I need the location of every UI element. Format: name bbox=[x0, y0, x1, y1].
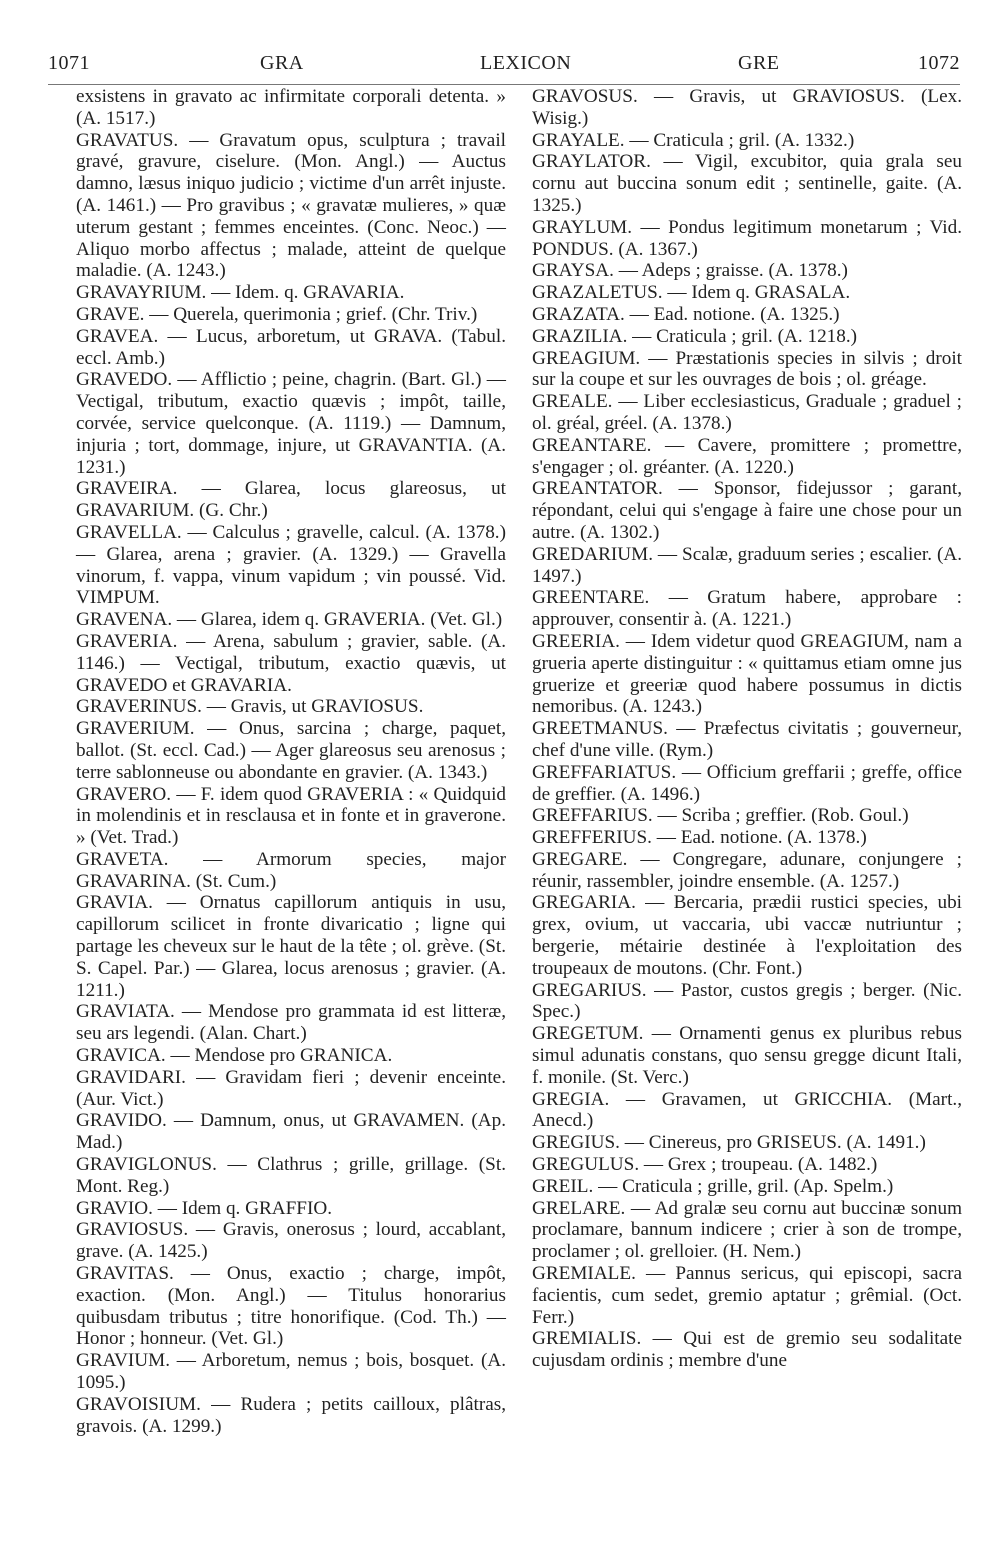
entry-greeria: GREERIA. — Idem videtur quod GREAGIUM, nam a grueria aperte distinguitur : « quittamus etiam omne jus gruerize et greeriæ quod habere possumus in dictis nemoribus. (A. 1243.) bbox=[532, 630, 962, 718]
right-page-number: 1072 bbox=[918, 52, 960, 74]
entry-greil: GREIL. — Craticula ; grille, gril. (Ap. Spelm.) bbox=[532, 1175, 894, 1197]
entry-grelare: GRELARE. — Ad gralæ seu cornu aut buccinæ sonum proclamare, bannum indicere ; crier à son de trompe, proclamer ; ol. grelloier. (H. Nem.) bbox=[532, 1197, 962, 1263]
entry-gravidari: GRAVIDARI. — Gravidam fieri ; devenir enceinte. (Aur. Vict.) bbox=[76, 1066, 506, 1110]
entry-gremialis: GREMIALIS. — Qui est de gremio seu sodalitate cujusdam ordinis ; membre d'une bbox=[532, 1328, 962, 1372]
entry-grazaletus: GRAZALETUS. — Idem q. GRASALA. bbox=[532, 282, 851, 304]
header-rule bbox=[48, 84, 960, 85]
entry-grefferius: GREFFERIUS. — Ead. notione. (A. 1378.) bbox=[532, 827, 867, 849]
entry-greantator: GREANTATOR. — Sponsor, fidejussor ; garant, répondant, celui qui s'engage à faire une chose pour un autre. (A. 1302.) bbox=[532, 478, 962, 543]
entry-gravitas: GRAVITAS. — Onus, exactio ; charge, impôt, exaction. (Mon. Angl.) — Titulus honorarius quibusdam tributus ; titre honorifique. (Cod. Th.) — Honor ; honneur. (Vet. Gl.) bbox=[76, 1263, 506, 1350]
entry-gredarium: GREDARIUM. — Scalæ, graduum series ; escalier. (A. 1497.) bbox=[532, 543, 962, 587]
entry-gravayrium: GRAVAYRIUM. — Idem. q. GRAVARIA. bbox=[76, 282, 405, 304]
entry-greffarius: GREFFARIUS. — Scriba ; greffier. (Rob. Goul.) bbox=[532, 805, 909, 827]
right-guide-word: GRE bbox=[738, 52, 780, 74]
entry-gregare: GREGARE. — Congregare, adunare, conjungere ; réunir, rassembler, joindre ensemble. (A. 1257.) bbox=[532, 848, 962, 892]
entry-gravio: GRAVIO. — Idem q. GRAFFIO. bbox=[76, 1197, 333, 1219]
entry-graviglonus: GRAVIGLONUS. — Clathrus ; grille, grillage. (St. Mont. Reg.) bbox=[76, 1154, 506, 1197]
entry-graysa: GRAYSA. — Adeps ; graisse. (A. 1378.) bbox=[532, 260, 848, 282]
entry-greetmanus: GREETMANUS. — Præfectus civitatis ; gouverneur, chef d'une ville. (Rym.) bbox=[532, 718, 962, 761]
entry-grazata: GRAZATA. — Ead. notione. (A. 1325.) bbox=[532, 303, 840, 325]
entry-gravosus: GRAVOSUS. — Gravis, ut GRAVIOSUS. (Lex. Wisig.) bbox=[532, 86, 962, 129]
entry-gravea: GRAVEA. — Lucus, arboretum, ut GRAVA. (Tabul. eccl. Amb.) bbox=[76, 325, 506, 369]
running-title: LEXICON bbox=[480, 52, 572, 74]
entry-grayale: GRAYALE. — Craticula ; gril. (A. 1332.) bbox=[532, 129, 855, 151]
entry-gregulus: GREGULUS. — Grex ; troupeau. (A. 1482.) bbox=[532, 1154, 878, 1176]
right-column bbox=[532, 86, 962, 1372]
entry-gravatus: GRAVATUS. — Gravatum opus, sculptura ; travail gravé, gravure, ciselure. (Mon. Angl.) — Auctus damno, læsus iniquo judicio ; victime d'un arrêt injuste. (A. 1461.) — Pro gravibus ; « gravatæ mulieres, » quæ uterum gestant ; femmes enceintes. (Conc. Neoc.) — Aliquo morbo affectus ; malade, atteint de quelque maladie. (A. 1243.) bbox=[76, 129, 506, 282]
left-page-number: 1071 bbox=[48, 52, 90, 74]
entry-gravena: GRAVENA. — Glarea, idem q. GRAVERIA. (Vet. Gl.) bbox=[76, 609, 503, 631]
entry-gregetum: GREGETUM. — Ornamenti genus ex pluribus rebus simul adunatis constans, quo sensu gregge dicunt Itali, f. monile. (St. Verc.) bbox=[532, 1023, 962, 1088]
running-header bbox=[48, 52, 960, 80]
entry-grave: GRAVE. — Querela, querimonia ; grief. (Chr. Triv.) bbox=[76, 303, 478, 325]
entry-graylator: GRAYLATOR. — Vigil, excubitor, quia grala seu cornu aut buccina sonum edit ; sentinelle, gaite. (A. 1325.) bbox=[532, 151, 962, 216]
entry-gravido: GRAVIDO. — Damnum, onus, ut GRAVAMEN. (Ap. Mad.) bbox=[76, 1110, 506, 1154]
entry-gravero: GRAVERO. — F. idem quod GRAVERIA : « Quidquid in molendinis et in resclausa et in fonte et in graverone. » (Vet. Trad.) bbox=[76, 783, 506, 849]
entry-gregarius: GREGARIUS. — Pastor, custos gregis ; berger. (Nic. Spec.) bbox=[532, 979, 962, 1023]
entry-greantare: GREANTARE. — Cavere, promittere ; promettre, s'engager ; ol. gréanter. (A. 1220.) bbox=[532, 434, 962, 478]
entry-gravica: GRAVICA. — Mendose pro GRANICA. bbox=[76, 1045, 393, 1067]
entry-grazilia: GRAZILIA. — Craticula ; gril. (A. 1218.) bbox=[532, 325, 858, 347]
left-column bbox=[76, 86, 506, 1437]
entry-greentare: GREENTARE. — Gratum habere, approbare : approuver, consentir à. (A. 1221.) bbox=[532, 587, 962, 631]
entry-continuation: exsistens in gravato ac infirmitate corporali detenta. » (A. 1517.) bbox=[76, 86, 506, 129]
entry-greagium: GREAGIUM. — Præstationis species in silvis ; droit sur la coupe et sur les ouvrages de bois ; ol. gréage. bbox=[532, 347, 962, 391]
entry-greffariatus: GREFFARIATUS. — Officium greffarii ; greffe, office de greffier. (A. 1496.) bbox=[532, 761, 962, 805]
entry-graveira: GRAVEIRA. — Glarea, locus glareosus, ut GRAVARIUM. (G. Chr.) bbox=[76, 478, 506, 522]
entry-greale: GREALE. — Liber ecclesiasticus, Graduale ; graduel ; ol. gréal, gréel. (A. 1378.) bbox=[532, 391, 962, 434]
entry-gregia: GREGIA. — Gravamen, ut GRICCHIA. (Mart., Anecd.) bbox=[532, 1088, 962, 1132]
entry-graveta: GRAVETA. — Armorum species, major GRAVARINA. (St. Cum.) bbox=[76, 848, 506, 892]
entry-gregius: GREGIUS. — Cinereus, pro GRISEUS. (A. 1491.) bbox=[532, 1132, 926, 1154]
entry-gravium: GRAVIUM. — Arboretum, nemus ; bois, bosquet. (A. 1095.) bbox=[76, 1350, 506, 1394]
entry-graviosus: GRAVIOSUS. — Gravis, onerosus ; lourd, accablant, grave. (A. 1425.) bbox=[76, 1219, 506, 1263]
entry-gravella: GRAVELLA. — Calculus ; gravelle, calcul. (A. 1378.) — Glarea, arena ; gravier. (A. 1329.) — Gravella vinorum, f. vappa, vinum vapidum ; vin poussé. Vid. VIMPUM. bbox=[76, 521, 506, 609]
entry-graverium: GRAVERIUM. — Onus, sarcina ; charge, paquet, ballot. (St. eccl. Cad.) — Ager glareosus seu arenosus ; terre sablonneuse ou abondante en gravier. (A. 1343.) bbox=[76, 718, 506, 783]
entry-gravia: GRAVIA. — Ornatus capillorum antiquis in usu, capillorum scilicet in fronte divaricatio ; ligne qui partage les cheveux sur le haut de la tête ; ol. grève. (St. S. Capel. Par.) — Glarea, locus arenosus ; gravier. (A. 1211.) bbox=[76, 892, 506, 1001]
entry-graveria: GRAVERIA. — Arena, sabulum ; gravier, sable. (A. 1146.) — Vectigal, tributum, exactio quævis, ut GRAVEDO et GRAVARIA. bbox=[76, 630, 506, 696]
entry-gravoisium: GRAVOISIUM. — Rudera ; petits cailloux, plâtras, gravois. (A. 1299.) bbox=[76, 1393, 506, 1437]
entry-graverinus: GRAVERINUS. — Gravis, ut GRAVIOSUS. bbox=[76, 696, 424, 718]
entry-gravedo: GRAVEDO. — Afflictio ; peine, chagrin. (Bart. Gl.) — Vectigal, tributum, exactio quævis ; impôt, taille, corvée, service quelconque. (A. 1119.) — Damnum, injuria ; tort, dommage, injure, ut GRAVANTIA. (A. 1231.) bbox=[76, 369, 506, 478]
entry-gremiale: GREMIALE. — Pannus sericus, qui episcopi, sacra facientis, cum sedet, gremio aptatur ; grêmial. (Oct. Ferr.) bbox=[532, 1263, 962, 1328]
entry-graylum: GRAYLUM. — Pondus legitimum monetarum ; Vid. PONDUS. (A. 1367.) bbox=[532, 216, 962, 260]
entry-gregaria: GREGARIA. — Bercaria, prædii rustici species, ubi grex, ovium, ut vaccaria, ubi vaccæ nutriuntur ; bergerie, métairie destinée à l'exploitation des troupeaux de moutons. (Chr. Font.) bbox=[532, 892, 962, 979]
left-guide-word: GRA bbox=[260, 52, 304, 74]
entry-graviata: GRAVIATA. — Mendose pro grammata id est litteræ, seu ars legendi. (Alan. Chart.) bbox=[76, 1001, 506, 1045]
